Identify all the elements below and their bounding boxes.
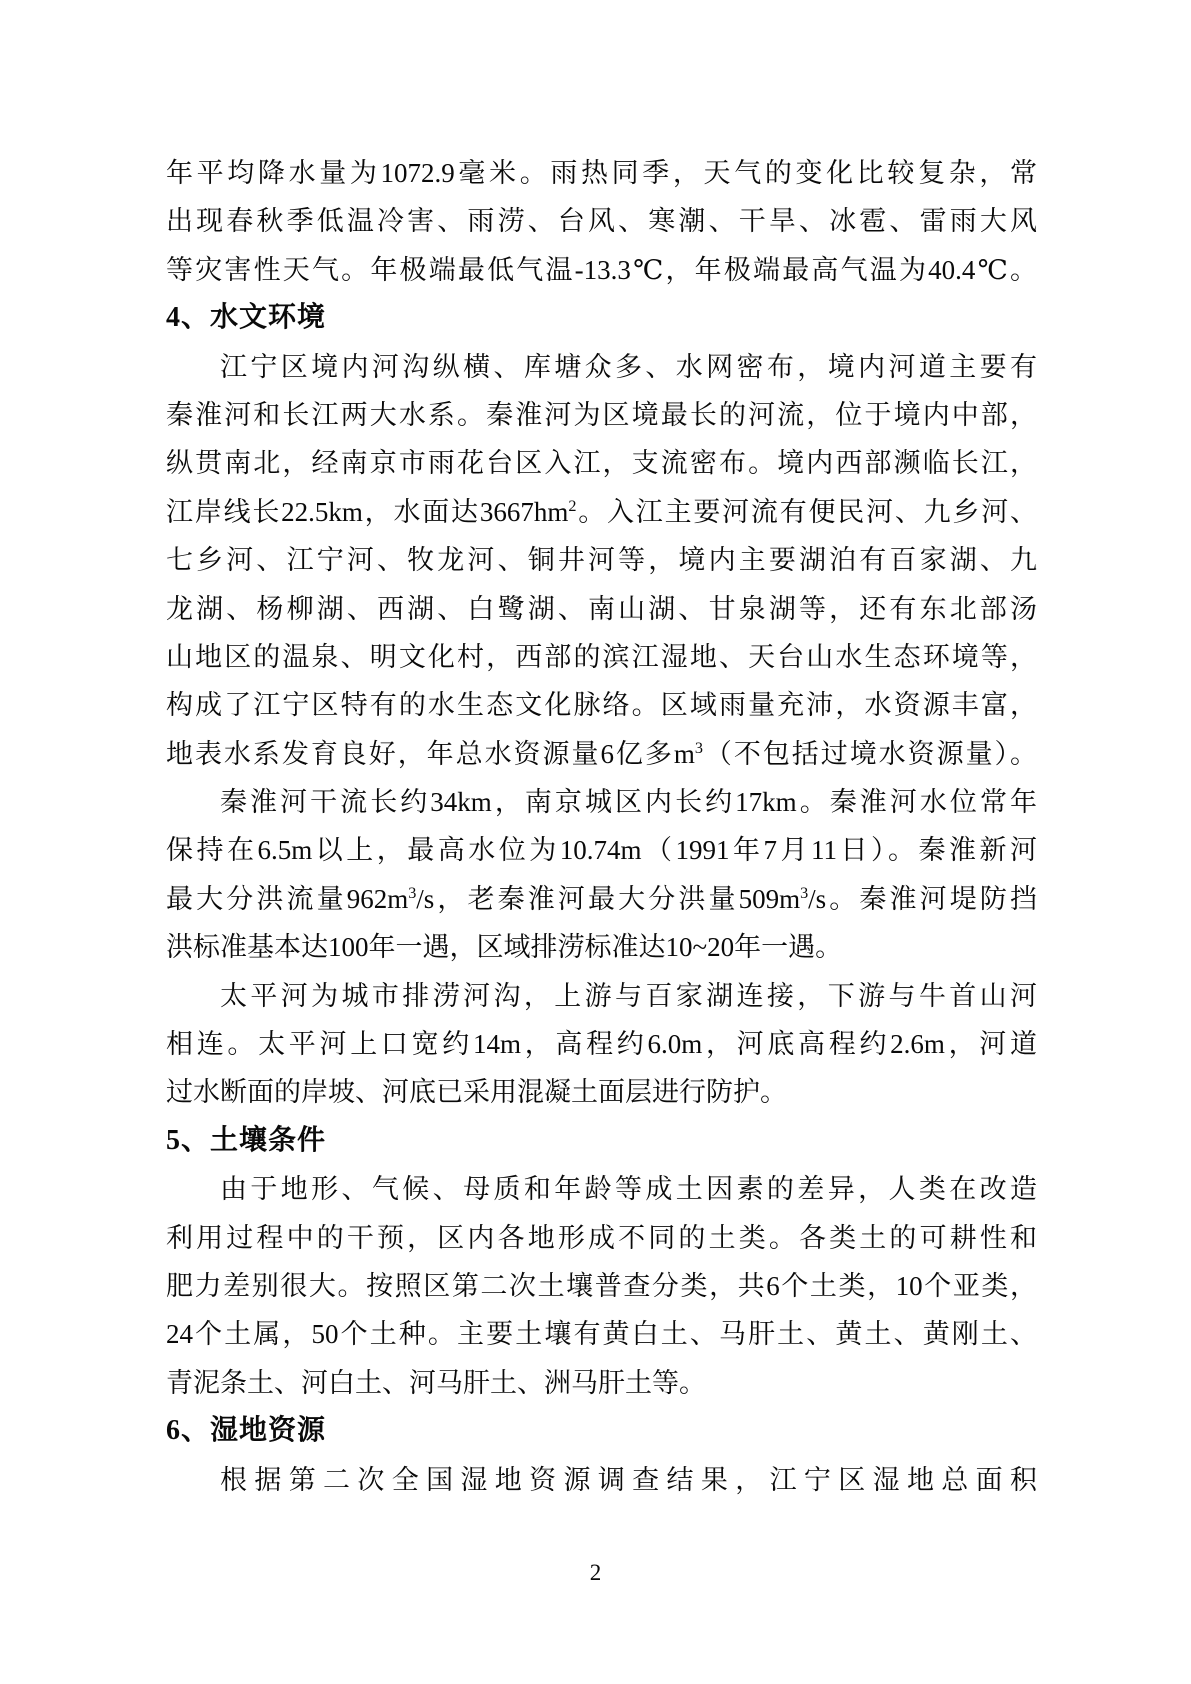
text-segment: 根据第二次全国湿地资源调查结果，江宁区湿地总面积 [220, 1464, 1037, 1495]
text-segment: 龙湖、杨柳湖、西湖、白鹭湖、南山湖、甘泉湖等，还有东北部汤 [166, 593, 1037, 624]
text-line [166, 826, 1037, 874]
text-line [166, 197, 1037, 245]
text-segment: 江岸线长22.5km，水面达3667hm [166, 496, 569, 527]
page-footer [0, 1558, 1191, 1588]
text-line [166, 778, 1037, 826]
text-segment: 相连。太平河上口宽约14m，高程约6.0m，河底高程约2.6m，河道 [166, 1029, 1037, 1060]
text-segment: 太平河为城市排涝河沟，上游与百家湖连接，下游与牛首山河 [220, 980, 1037, 1011]
text-line [166, 1165, 1037, 1213]
text-segment: 纵贯南北，经南京市雨花台区入江，支流密布。境内西部濒临长江， [166, 448, 1037, 479]
text-segment: 5、土壤条件 [166, 1124, 327, 1156]
superscript: 3 [694, 738, 703, 757]
text-line [166, 1262, 1037, 1310]
text-segment: 保持在6.5m以上，最高水位为10.74m（1991年7月11日）。秦淮新河 [166, 835, 1037, 866]
text-line [166, 585, 1037, 633]
text-line [166, 536, 1037, 584]
text-line [166, 923, 1037, 971]
text-segment: 洪标准基本达100年一遇，区域排涝标准达10~20年一遇。 [166, 932, 843, 963]
text-segment: 4、水文环境 [166, 302, 327, 334]
text-segment: 利用过程中的干预，区内各地形成不同的土类。各类土的可耕性和 [166, 1222, 1037, 1253]
text-segment: 秦淮河和长江两大水系。秦淮河为区境最长的河流，位于境内中部， [166, 399, 1037, 430]
text-segment: 年平均降水量为1072.9毫米。雨热同季，天气的变化比较复杂，常 [166, 158, 1037, 188]
text-line [166, 343, 1037, 391]
text-line [166, 488, 1037, 536]
text-line [166, 681, 1037, 729]
text-segment: 过水断面的岸坡、河底已采用混凝土面层进行防护。 [166, 1077, 787, 1108]
text-segment: 出现春秋季低温冷害、雨涝、台风、寒潮、干旱、冰雹、雷雨大风 [166, 206, 1037, 237]
text-segment: （不包括过境水资源量）。 [702, 738, 1037, 769]
text-line [166, 439, 1037, 487]
section-heading [166, 1407, 1037, 1455]
text-segment: 等灾害性天气。年极端最低气温-13.3℃，年极端最高气温为40.4℃。 [166, 254, 1037, 285]
superscript: 2 [568, 496, 577, 515]
section-heading [166, 294, 1037, 342]
text-segment: 最大分洪流量962m [166, 883, 409, 914]
text-segment: 构成了江宁区特有的水生态文化脉络。区域雨量充沛，水资源丰富， [166, 690, 1037, 721]
superscript: 3 [800, 883, 809, 902]
text-line [166, 972, 1037, 1020]
text-line [166, 149, 1037, 197]
superscript: 3 [408, 883, 417, 902]
text-line [166, 1068, 1037, 1116]
text-segment: 秦淮河干流长约34km，南京城区内长约17km。秦淮河水位常年 [220, 787, 1037, 818]
text-segment: 6、湿地资源 [166, 1415, 327, 1447]
text-line [166, 1359, 1037, 1407]
document-body [166, 149, 1037, 1504]
text-line [166, 875, 1037, 923]
text-segment: 七乡河、江宁河、牧龙河、铜井河等，境内主要湖泊有百家湖、九 [166, 545, 1037, 576]
text-line [166, 391, 1037, 439]
text-line [166, 1020, 1037, 1068]
text-segment: 山地区的温泉、明文化村，西部的滨江湿地、天台山水生态环境等， [166, 641, 1037, 672]
text-line [166, 730, 1037, 778]
text-line [166, 1214, 1037, 1262]
text-segment: 24个土属，50个土种。主要土壤有黄白土、马肝土、黄土、黄刚土、 [166, 1319, 1037, 1350]
text-line [166, 1456, 1037, 1504]
text-segment: 青泥条土、河白土、河马肝土、洲马肝土等。 [166, 1367, 706, 1398]
text-segment: 地表水系发育良好，年总水资源量6亿多m [166, 738, 695, 769]
text-segment: 江宁区境内河沟纵横、库塘众多、水网密布，境内河道主要有 [220, 351, 1037, 382]
text-segment: 。入江主要河流有便民河、九乡河、 [576, 496, 1037, 527]
text-line [166, 246, 1037, 294]
text-segment: /s，老秦淮河最大分洪量509m [416, 883, 801, 914]
text-line [166, 1310, 1037, 1358]
text-segment: 肥力差别很大。按照区第二次土壤普查分类，共6个土类，10个亚类， [166, 1270, 1037, 1301]
page-number: 2 [589, 1560, 602, 1585]
text-segment: 由于地形、气候、母质和年龄等成土因素的差异，人类在改造 [220, 1174, 1037, 1205]
text-segment: /s。秦淮河堤防挡 [808, 883, 1037, 914]
section-heading [166, 1117, 1037, 1165]
text-line [166, 633, 1037, 681]
